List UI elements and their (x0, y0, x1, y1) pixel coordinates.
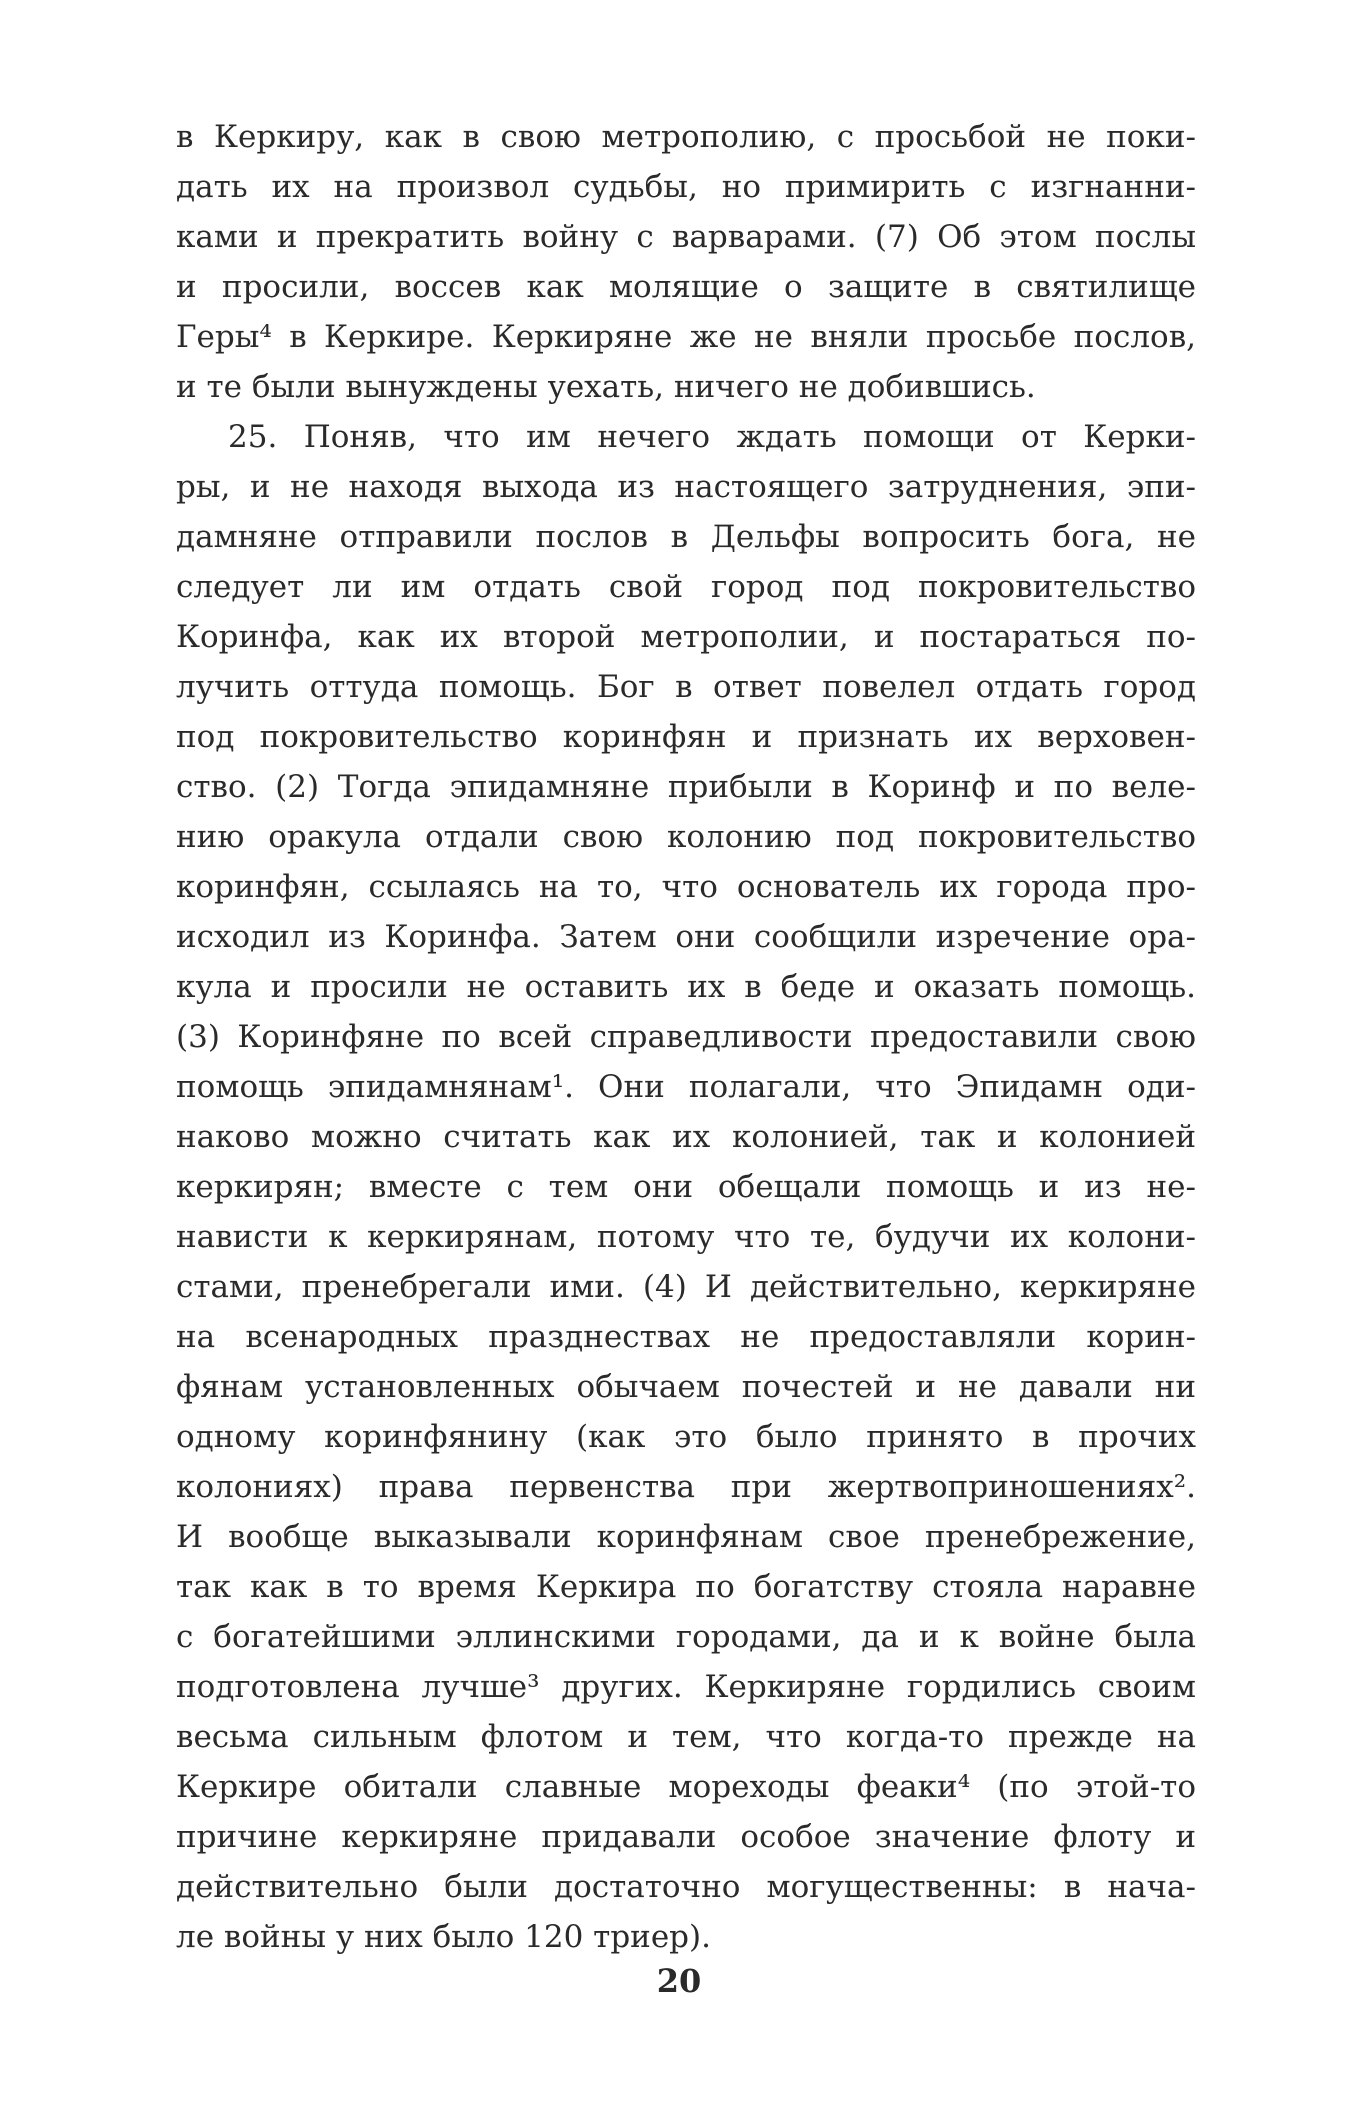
text-line: 25. Поняв, что им нечего ждать помощи от Керки- (228, 419, 1196, 455)
text-line: колониях) права первенства при жертвоприношениях². (176, 1469, 1196, 1505)
text-line: фянам установленных обычаем почестей и не давали ни (176, 1369, 1196, 1405)
text-line: на всенародных празднествах не предоставляли корин- (176, 1319, 1196, 1355)
paragraph (176, 412, 1196, 1962)
text-line: и просили, воссев как молящие о защите в святилище (176, 269, 1196, 305)
body-text (176, 112, 1196, 1962)
text-line: ками и прекратить войну с варварами. (7) Об этом послы (176, 219, 1196, 255)
text-line: одному коринфянину (как это было принято в прочих (176, 1419, 1196, 1455)
paragraph (176, 112, 1196, 412)
text-line: в Керкиру, как в свою метрополию, с просьбой не поки- (176, 119, 1196, 155)
text-line: ле войны у них было 120 триер). (176, 1919, 711, 1955)
text-line: И вообще выказывали коринфянам свое пренебрежение, (176, 1519, 1196, 1555)
text-line: причине керкиряне придавали особое значение флоту и (176, 1819, 1196, 1855)
text-line: коринфян, ссылаясь на то, что основатель их города про- (176, 869, 1196, 905)
text-line: дать их на произвол судьбы, но примирить с изгнанни- (176, 169, 1196, 205)
text-line: так как в то время Керкира по богатству стояла наравне (176, 1569, 1196, 1605)
text-line: керкирян; вместе с тем они обещали помощь и из не- (176, 1169, 1196, 1205)
text-line: помощь эпидамнянам¹. Они полагали, что Эпидамн оди- (176, 1069, 1196, 1105)
page-number: 20 (656, 1962, 702, 2000)
text-line: под покровительство коринфян и признать их верховен- (176, 719, 1196, 755)
text-line: следует ли им отдать свой город под покровительство (176, 569, 1196, 605)
text-line: действительно были достаточно могущественны: в нача- (176, 1869, 1196, 1905)
text-line: исходил из Коринфа. Затем они сообщили изречение ора- (176, 919, 1196, 955)
text-line: Геры⁴ в Керкире. Керкиряне же не вняли просьбе послов, (176, 319, 1196, 355)
text-line: Керкире обитали славные мореходы феаки⁴ (по этой-то (176, 1769, 1196, 1805)
text-line: стами, пренебрегали ими. (4) И действительно, керкиряне (176, 1269, 1196, 1305)
text-line: весьма сильным флотом и тем, что когда-то прежде на (176, 1719, 1196, 1755)
text-line: ство. (2) Тогда эпидамняне прибыли в Коринф и по веле- (176, 769, 1196, 805)
text-line: (3) Коринфяне по всей справедливости предоставили свою (176, 1019, 1196, 1055)
text-line: подготовлена лучше³ других. Керкиряне гордились своим (176, 1669, 1196, 1705)
text-line: дамняне отправили послов в Дельфы вопросить бога, не (176, 519, 1196, 555)
text-line: с богатейшими эллинскими городами, да и к войне была (176, 1619, 1196, 1655)
text-line: наково можно считать как их колонией, так и колонией (176, 1119, 1196, 1155)
text-line: нию оракула отдали свою колонию под покровительство (176, 819, 1196, 855)
text-line: нависти к керкирянам, потому что те, будучи их колони- (176, 1219, 1196, 1255)
text-line: и те были вынуждены уехать, ничего не добившись. (176, 369, 1036, 405)
text-line: Коринфа, как их второй метрополии, и постараться по- (176, 619, 1196, 655)
text-line: лучить оттуда помощь. Бог в ответ повелел отдать город (176, 669, 1196, 705)
text-line: кула и просили не оставить их в беде и оказать помощь. (176, 969, 1196, 1005)
text-line: ры, и не находя выхода из настоящего затруднения, эпи- (176, 469, 1196, 505)
